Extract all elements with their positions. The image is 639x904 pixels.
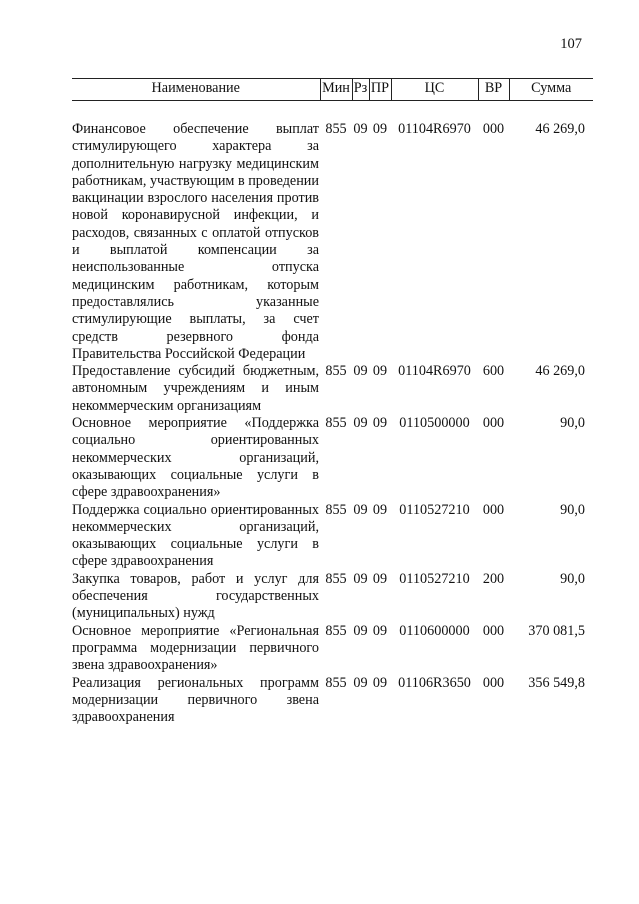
row-name: Реализация региональных программ модернизации первичного звена здравоохранения	[72, 674, 319, 726]
row-rz: 09	[353, 363, 368, 380]
table-row	[72, 415, 593, 501]
row-vr: 600	[482, 363, 505, 380]
row-vr: 000	[482, 501, 505, 518]
row-cs: 0110600000	[399, 622, 470, 639]
row-min: 855	[325, 570, 347, 587]
header-sum: Сумма	[509, 79, 593, 101]
row-cs: 01106R3650	[398, 674, 471, 691]
table-body	[72, 101, 593, 727]
table-header	[72, 79, 593, 101]
row-name: Основное мероприятие «Региональная программа модернизации первичного звена здравоохранения»	[72, 622, 319, 674]
row-rz: 09	[353, 415, 368, 432]
row-rz: 09	[353, 674, 368, 691]
table-row	[72, 571, 593, 623]
row-sum: 46 269,0	[535, 363, 585, 380]
row-vr: 200	[482, 570, 505, 587]
row-pr: 09	[372, 622, 388, 639]
row-cs: 0110527210	[399, 570, 470, 587]
row-pr: 09	[372, 415, 388, 432]
row-rz: 09	[353, 501, 368, 518]
row-min: 855	[325, 674, 347, 691]
header-name: Наименование	[72, 79, 320, 101]
row-min: 855	[325, 363, 347, 380]
page-number: 107	[560, 36, 582, 52]
row-pr: 09	[372, 674, 388, 691]
row-pr: 09	[372, 570, 388, 587]
row-sum: 356 549,8	[528, 674, 585, 691]
header-vr: ВР	[478, 79, 509, 101]
row-name: Предоставление субсидий бюджетным, автономным учреждениям и иным некоммерческим организациям	[72, 363, 319, 414]
table-row	[72, 675, 593, 727]
header-cs: ЦС	[391, 79, 478, 101]
table-row	[72, 363, 593, 415]
header-min: Мин	[320, 79, 352, 101]
row-name: Основное мероприятие «Поддержка социально ориентированных некоммерческих организаций, оказывающих социальные услуги в сфере здравоохранения»	[72, 415, 319, 501]
row-sum: 370 081,5	[528, 622, 585, 639]
table-row	[72, 502, 593, 571]
row-sum: 90,0	[560, 570, 585, 587]
row-cs: 0110527210	[399, 501, 470, 518]
budget-table	[72, 78, 593, 726]
row-rz: 09	[353, 570, 368, 587]
row-vr: 000	[482, 674, 505, 691]
row-vr: 000	[482, 622, 505, 639]
row-min: 855	[325, 501, 347, 518]
row-name: Закупка товаров, работ и услуг для обеспечения государственных (муниципальных) нужд	[72, 570, 319, 622]
row-pr: 09	[372, 121, 388, 137]
header-pr: ПР	[369, 79, 391, 101]
row-name: Финансовое обеспечение выплат стимулирующего характера за дополнительную нагрузку медицинским работникам, участвующим в проведении вакцинации взрослого населения против новой коронавирусной инфекции, и расходов, связанных с оплатой отпусков и выплатой компенсации за неиспользованные отпуска медицинским работникам, которым предоставлялись указанные стимулирующие выплаты, за счет средств резервного фонда Правительства Российской Федерации	[72, 121, 319, 362]
row-name: Поддержка социально ориентированных некоммерческих организаций, оказывающих социальные услуги в сфере здравоохранения	[72, 501, 319, 570]
table-row	[72, 623, 593, 675]
row-rz: 09	[353, 622, 368, 639]
row-sum: 46 269,0	[535, 121, 585, 137]
row-sum: 90,0	[560, 415, 585, 432]
row-min: 855	[325, 415, 347, 432]
row-vr: 000	[482, 415, 505, 432]
row-min: 855	[325, 622, 347, 639]
header-rz: Рз	[352, 79, 369, 101]
row-cs: 01104R6970	[398, 363, 471, 380]
row-min: 855	[325, 121, 347, 137]
row-cs: 01104R6970	[398, 121, 471, 137]
row-cs: 0110500000	[399, 415, 470, 432]
row-pr: 09	[372, 363, 388, 380]
row-rz: 09	[353, 121, 368, 137]
row-vr: 000	[482, 121, 505, 137]
table-row	[72, 121, 593, 363]
row-sum: 90,0	[560, 501, 585, 518]
row-pr: 09	[372, 501, 388, 518]
